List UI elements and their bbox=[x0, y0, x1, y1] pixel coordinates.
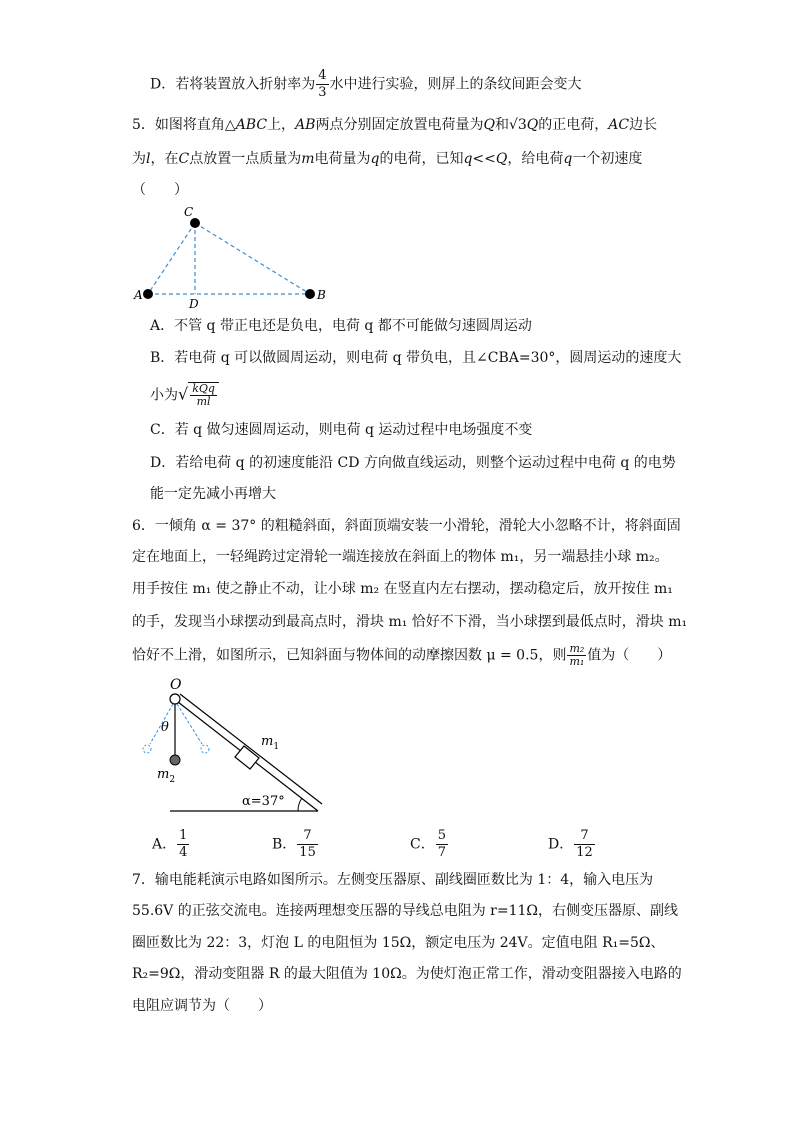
ball-left-position bbox=[143, 745, 151, 753]
q7-stem-line4: R₂=9Ω，滑动变阻器 R 的最大阻值为 10Ω。为使灯泡正常工作，滑动变阻器接入电路的 bbox=[132, 966, 682, 982]
q5-option-a: A．不管 q 带正电还是负电，电荷 q 都不可能做匀速圆周运动 bbox=[150, 318, 532, 334]
point-a bbox=[143, 289, 153, 299]
q6-stem-line5: 恰好不上滑，如图所示，已知斜面与物体间的动摩擦因数 μ = 0.5，则 $\frac{\text{m₂}}{\text{m₁}}$ 值为（ ） bbox=[132, 642, 672, 668]
label-d: D bbox=[189, 297, 199, 311]
label-o: O bbox=[170, 677, 182, 693]
label-c: C bbox=[184, 205, 194, 219]
q7-stem-line1: 7．输电能耗演示电路如图所示。左侧变压器原、副线圈匝数比为 1：4，输入电压为 bbox=[132, 872, 654, 888]
point-c bbox=[190, 218, 200, 228]
label-b: B bbox=[317, 288, 326, 302]
label-m2: $m_2$ bbox=[157, 767, 176, 785]
q7-stem-line2: 55.6V 的正弦交流电。连接两理想变压器的导线总电阻为 r=11Ω，右侧变压器原、副线 bbox=[132, 903, 679, 919]
mass-ratio-fraction: $\frac{\text{m₂}}{\text{m₁}}$ bbox=[569, 642, 585, 668]
q4-option-d: D．若将装置放入折射率为 $\frac{4}{3}$ 水中进行实验，则屏上的条纹间距会变大 bbox=[150, 68, 582, 100]
label-m1: $m_1$ bbox=[261, 734, 280, 752]
q6-option-d: D． $\frac{7}{12}$ bbox=[548, 828, 593, 860]
q5-option-b: B．若电荷 q 可以做圆周运动，则电荷 q 带负电，且∠CBA=30°，圆周运动的速度大 bbox=[150, 350, 682, 366]
side-cb bbox=[195, 223, 310, 294]
q6-incline-figure bbox=[130, 672, 330, 820]
q5-stem-line1: 5．如图将直角△ABC上，AB两点分别固定放置电荷量为Q和√3Q的正电荷，AC边长 bbox=[132, 117, 658, 133]
label-angle: α=37° bbox=[242, 794, 285, 809]
q6-option-c: C． $\frac{5}{7}$ bbox=[410, 828, 446, 860]
q6-stem-line3: 用手按住 m₁ 使之静止不动，让小球 m₂ 在竖直内左右摆动，摆动稳定后，放开按住 m₁ bbox=[132, 581, 673, 597]
q6-option-a: A． $\frac{1}{4}$ bbox=[152, 828, 188, 860]
ball-right-position bbox=[201, 745, 209, 753]
q6-stem-line2: 定在地面上，一轻绳跨过定滑轮一端连接放在斜面上的物体 m₁，另一端悬挂小球 m₂。 bbox=[132, 549, 669, 565]
q5-answer-bracket: （ ） bbox=[132, 182, 188, 198]
q5-option-b-cont: 小为√ $\frac{\text{kQq}}{ml}$ bbox=[150, 382, 219, 408]
pulley bbox=[170, 694, 180, 704]
q6-stem-line1: 6．一倾角 α = 37° 的粗糙斜面，斜面顶端安装一小滑轮，滑轮大小忽略不计，将斜面固 bbox=[132, 518, 681, 534]
q5-option-d-cont: 能一定先减小再增大 bbox=[150, 486, 276, 502]
q7-stem-line5: 电阻应调节为（ ） bbox=[132, 998, 272, 1014]
q5-option-c: C．若 q 做匀速圆周运动，则电荷 q 运动过程中电场强度不变 bbox=[150, 422, 533, 438]
side-ca bbox=[148, 223, 195, 294]
refractive-index-fraction: $\frac{4}{3}$ bbox=[318, 68, 327, 100]
q5-triangle-figure bbox=[130, 202, 330, 312]
label-a: A bbox=[134, 288, 143, 302]
q6-stem-line4: 的手，发现当小球摆动到最高点时，滑块 m₁ 恰好不下滑，当小球摆到最低点时，滑块 m₁ bbox=[132, 614, 688, 630]
speed-fraction: $\frac{\text{kQq}}{ml}$ bbox=[192, 382, 215, 408]
angle-arc bbox=[298, 798, 302, 811]
q7-stem-line3: 圈匝数比为 22：3，灯泡 L 的电阻恒为 15Ω，额定电压为 24V。定值电阻 R₁=5Ω、 bbox=[132, 935, 665, 951]
ball-m2 bbox=[170, 755, 180, 765]
q5-stem-line2: 为l，在C点放置一点质量为m电荷量为q的电荷，已知q<<Q，给电荷q一个初速度 bbox=[132, 151, 643, 167]
label-theta: θ bbox=[161, 720, 169, 735]
q6-option-b: B． $\frac{7}{15}$ bbox=[272, 828, 316, 860]
q5-option-d: D．若给电荷 q 的初速度能沿 CD 方向做直线运动，则整个运动过程中电荷 q 的电势 bbox=[150, 455, 676, 471]
point-b bbox=[305, 289, 315, 299]
swing-right bbox=[177, 704, 202, 744]
